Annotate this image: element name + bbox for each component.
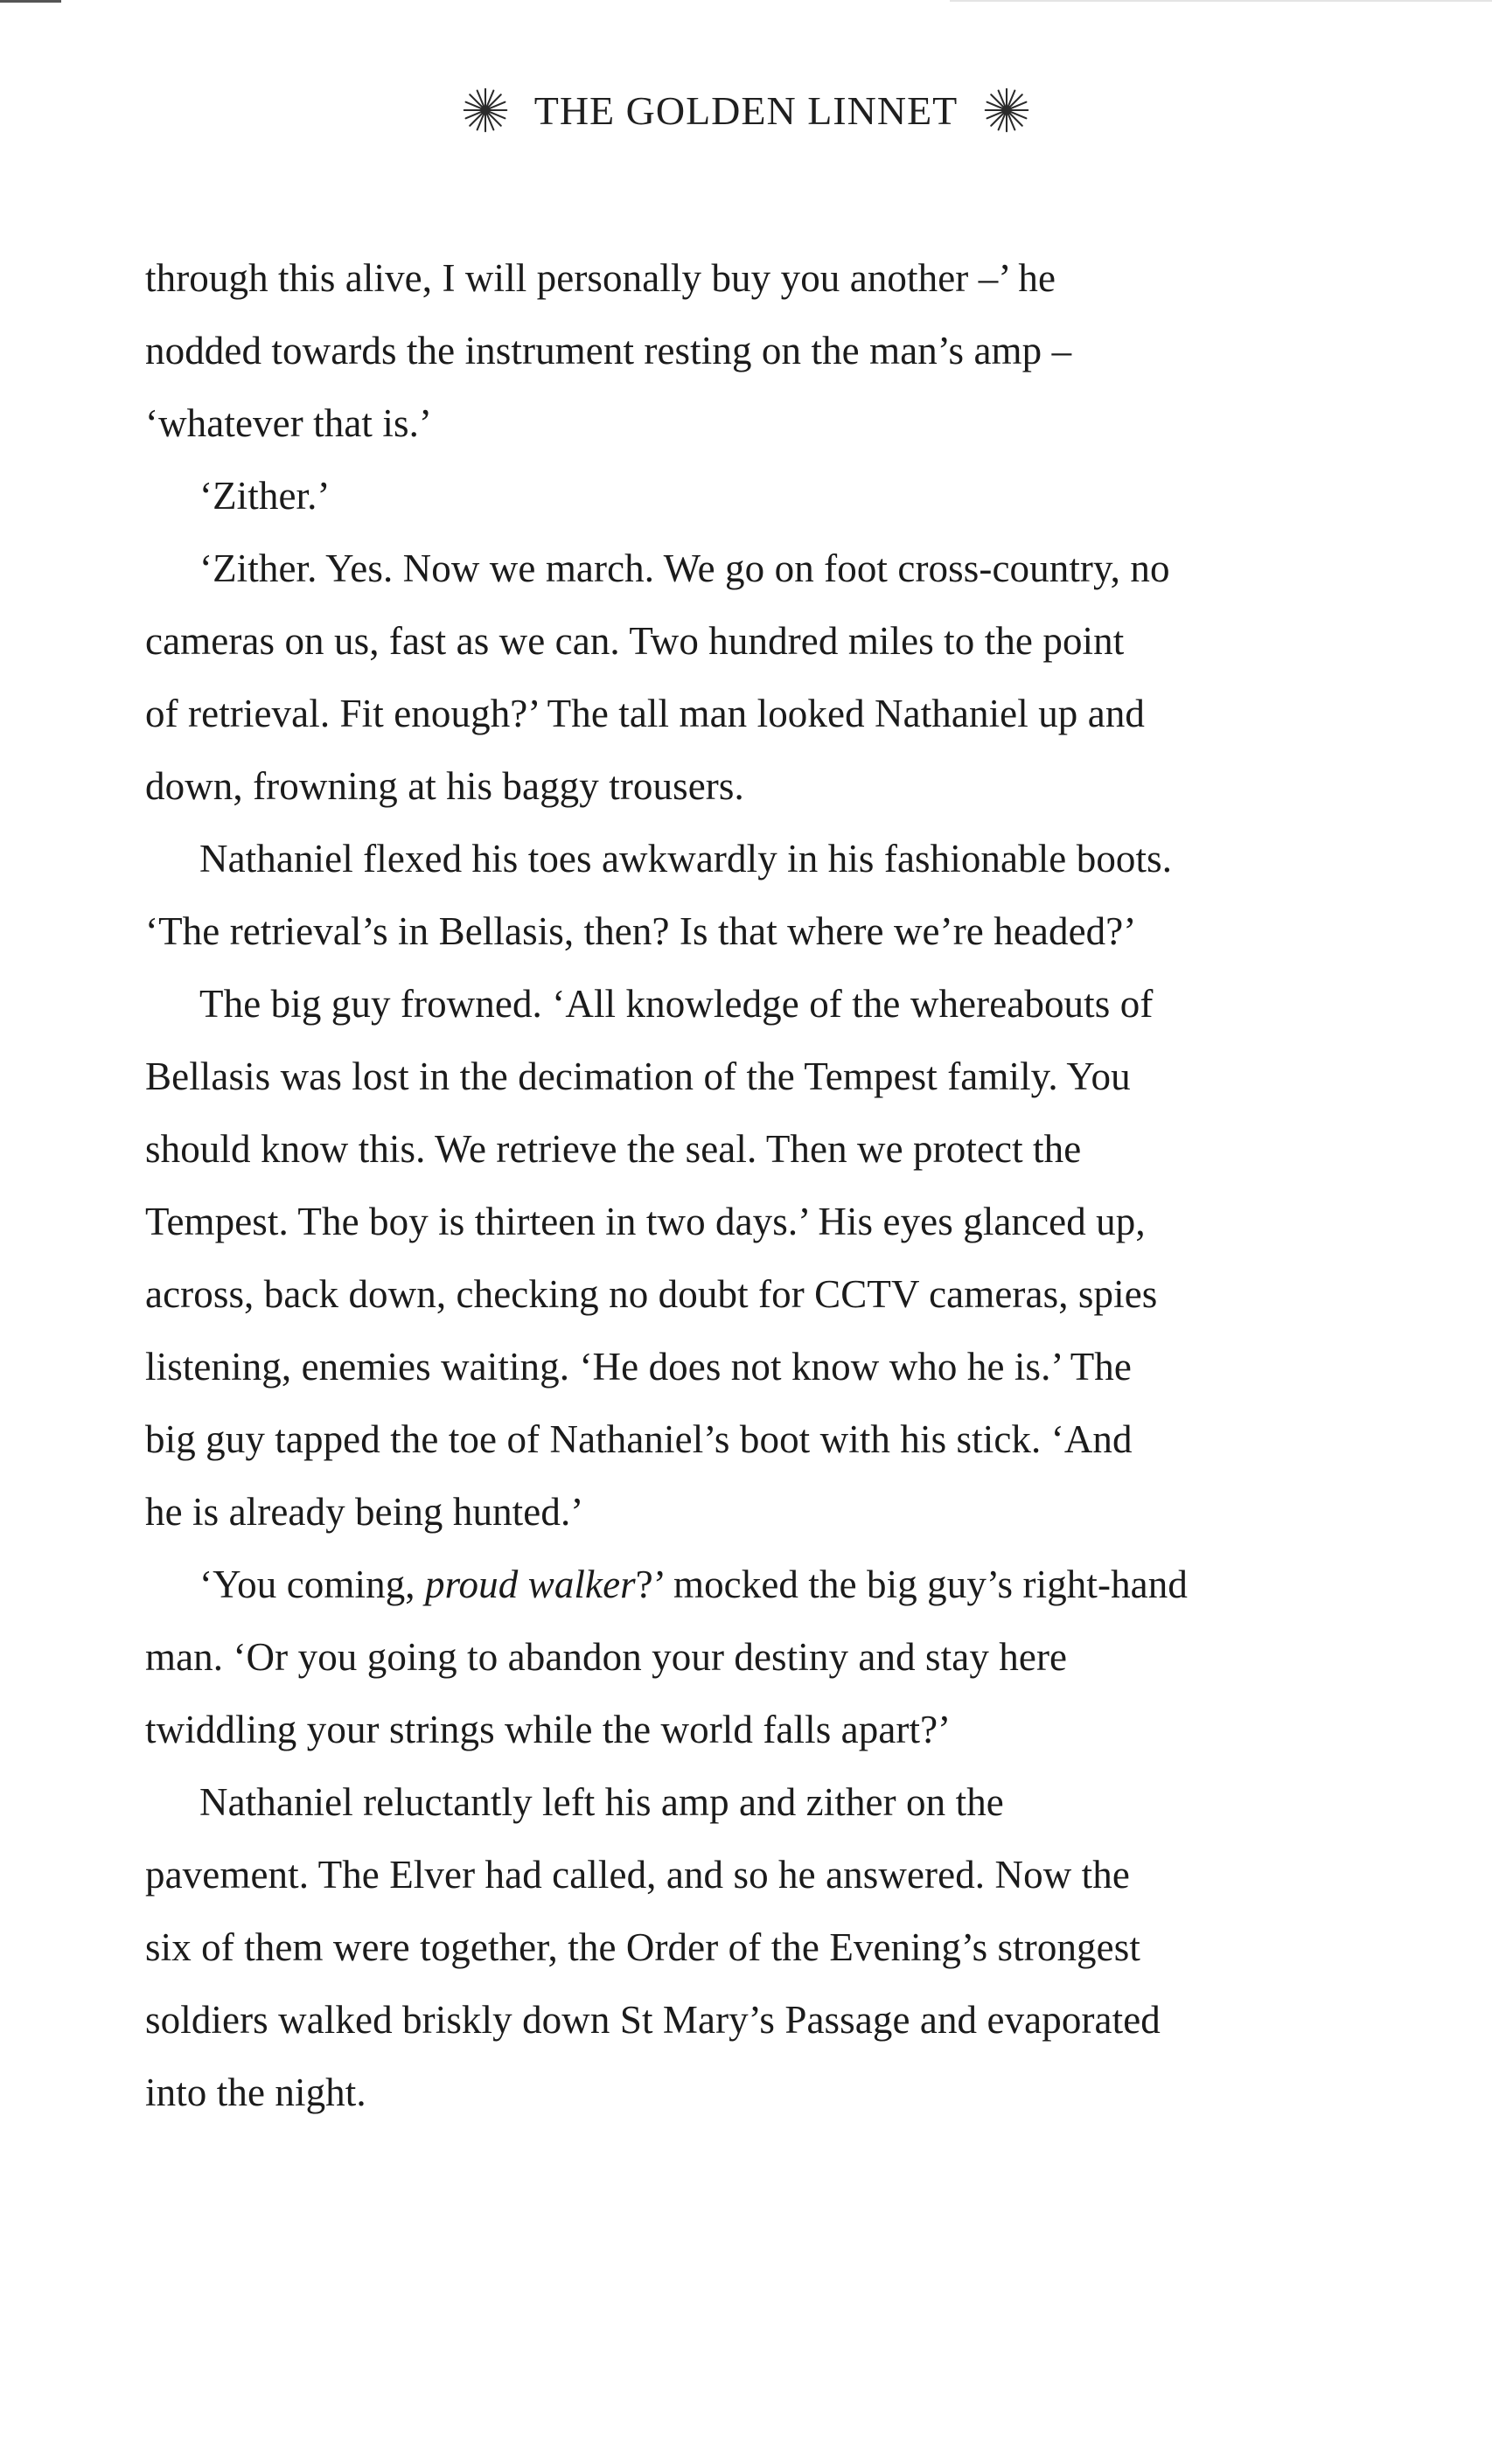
text-segment: ?’ mocked the big guy’s right-hand <box>635 1563 1188 1606</box>
running-head-title: THE GOLDEN LINNET <box>533 87 959 133</box>
body-text <box>145 242 1317 2129</box>
text-segment: through this alive, I will personally buy you another –’ he <box>145 256 1056 300</box>
text-segment: should know this. We retrieve the seal. Then we protect the <box>145 1127 1082 1171</box>
text-segment: pavement. The Elver had called, and so he answered. Now the <box>145 1853 1130 1897</box>
text-line <box>145 968 1317 1041</box>
text-segment: ‘Zither.’ <box>199 474 331 518</box>
text-line <box>145 1839 1317 1911</box>
text-line <box>145 1911 1317 1984</box>
running-head <box>0 86 1492 135</box>
text-line <box>145 1621 1317 1694</box>
text-segment: across, back down, checking no doubt for CCTV cameras, spies <box>145 1272 1158 1316</box>
text-segment: Nathaniel reluctantly left his amp and zither on the <box>199 1780 1004 1824</box>
text-segment: Nathaniel flexed his toes awkwardly in his fashionable boots. <box>199 837 1173 880</box>
text-line <box>145 1984 1317 2057</box>
text-line <box>145 532 1317 605</box>
text-line <box>145 460 1317 532</box>
text-line <box>145 605 1317 678</box>
star-ornament-icon <box>982 86 1031 135</box>
text-line <box>145 895 1317 968</box>
text-line <box>145 315 1317 387</box>
text-line <box>145 1549 1317 1621</box>
text-segment: ‘You coming, <box>199 1563 426 1606</box>
text-segment: ‘whatever that is.’ <box>145 401 433 445</box>
text-segment: cameras on us, fast as we can. Two hundred miles to the point <box>145 619 1125 663</box>
text-line <box>145 1403 1317 1476</box>
text-segment: nodded towards the instrument resting on the man’s amp – <box>145 329 1072 372</box>
text-segment: soldiers walked briskly down St Mary’s Passage and evaporated <box>145 1998 1161 2042</box>
text-line <box>145 678 1317 750</box>
text-line <box>145 1041 1317 1113</box>
text-line <box>145 1113 1317 1186</box>
text-segment: big guy tapped the toe of Nathaniel’s boot with his stick. ‘And <box>145 1417 1133 1461</box>
text-segment: man. ‘Or you going to abandon your destiny and stay here <box>145 1635 1068 1679</box>
text-segment: The big guy frowned. ‘All knowledge of the whereabouts of <box>199 982 1154 1026</box>
text-line <box>145 387 1317 460</box>
text-segment: down, frowning at his baggy trousers. <box>145 764 744 808</box>
text-line <box>145 823 1317 895</box>
text-line <box>145 1694 1317 1766</box>
text-segment: ‘Zither. Yes. Now we march. We go on foot cross-country, no <box>199 546 1170 590</box>
star-ornament-icon <box>461 86 510 135</box>
text-segment: of retrieval. Fit enough?’ The tall man looked Nathaniel up and <box>145 692 1146 735</box>
text-line <box>145 1766 1317 1839</box>
text-line <box>145 1476 1317 1549</box>
text-line <box>145 242 1317 315</box>
text-line <box>145 1186 1317 1258</box>
text-line <box>145 1331 1317 1403</box>
text-segment: listening, enemies waiting. ‘He does not know who he is.’ The <box>145 1345 1132 1389</box>
page-edge-mark <box>0 0 61 3</box>
text-segment: he is already being hunted.’ <box>145 1490 584 1534</box>
text-line <box>145 2057 1317 2129</box>
page-edge-shadow <box>950 0 1492 2</box>
text-line <box>145 1258 1317 1331</box>
text-segment: into the night. <box>145 2071 366 2114</box>
text-segment: Tempest. The boy is thirteen in two days.’ His eyes glanced up, <box>145 1200 1146 1243</box>
text-segment: Bellasis was lost in the decimation of the Tempest family. You <box>145 1055 1131 1098</box>
text-segment: ‘The retrieval’s in Bellasis, then? Is that where we’re headed?’ <box>145 909 1137 953</box>
text-segment: twiddling your strings while the world falls apart?’ <box>145 1708 952 1751</box>
italic-text: proud walker <box>425 1563 636 1606</box>
text-segment: six of them were together, the Order of the Evening’s strongest <box>145 1925 1140 1969</box>
text-line <box>145 750 1317 823</box>
